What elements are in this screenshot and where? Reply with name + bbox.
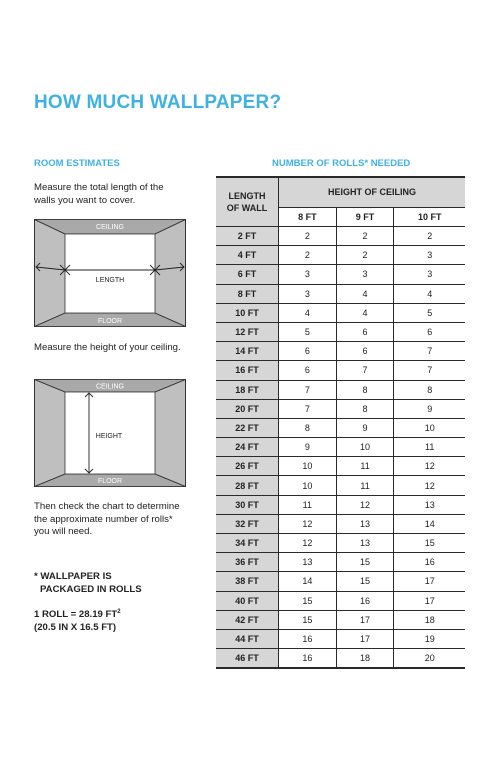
- rolls-value-cell: 18: [394, 610, 465, 629]
- check-chart-text: Then check the chart to determine the approximate number of rolls* you will need.: [34, 501, 180, 537]
- rolls-value-cell: 13: [279, 553, 337, 572]
- table-row: [216, 514, 465, 533]
- rolls-value-cell: 9: [394, 399, 465, 418]
- rolls-value-cell: 15: [336, 553, 394, 572]
- floor-label: FLOOR: [97, 318, 123, 325]
- rolls-value-cell: 4: [336, 284, 394, 303]
- rolls-value-cell: 10: [336, 438, 394, 457]
- row-length-cell: 42 FT: [216, 610, 279, 629]
- rolls-value-cell: 14: [394, 514, 465, 533]
- rolls-value-cell: 16: [336, 591, 394, 610]
- rolls-value-cell: 12: [336, 495, 394, 514]
- rolls-value-cell: 7: [279, 399, 337, 418]
- row-length-cell: 16 FT: [216, 361, 279, 380]
- row-length-cell: 10 FT: [216, 303, 279, 322]
- room-length-diagram: [34, 219, 186, 327]
- rolls-value-cell: 4: [394, 284, 465, 303]
- rolls-value-cell: 6: [336, 322, 394, 341]
- rolls-value-cell: 11: [394, 438, 465, 457]
- page-title: HOW MUCH WALLPAPER?: [34, 92, 282, 113]
- rolls-value-cell: 10: [279, 457, 337, 476]
- rolls-value-cell: 6: [279, 361, 337, 380]
- rolls-value-cell: 5: [394, 303, 465, 322]
- rolls-value-cell: 6: [336, 342, 394, 361]
- table-row: [216, 610, 465, 629]
- table-row: [216, 553, 465, 572]
- table-row: [216, 265, 465, 284]
- table-row: [216, 629, 465, 648]
- table-row: [216, 399, 465, 418]
- rolls-value-cell: 3: [394, 246, 465, 265]
- rolls-value-cell: 16: [279, 649, 337, 669]
- rolls-value-cell: 13: [336, 514, 394, 533]
- rolls-value-cell: 12: [394, 457, 465, 476]
- rolls-value-cell: 12: [279, 514, 337, 533]
- measure-height-text: Measure the height of your ceiling.: [34, 342, 181, 353]
- rolls-value-cell: 11: [279, 495, 337, 514]
- rolls-value-cell: 3: [394, 265, 465, 284]
- roll-area-text: 1 ROLL = 28.19 FT: [34, 609, 118, 621]
- length-header-line2: OF WALL: [226, 203, 268, 213]
- table-row: [216, 284, 465, 303]
- ceiling-label: CEILING: [95, 224, 125, 231]
- row-length-cell: 34 FT: [216, 534, 279, 553]
- row-length-cell: 26 FT: [216, 457, 279, 476]
- rolls-value-cell: 17: [394, 591, 465, 610]
- rolls-value-cell: 10: [279, 476, 337, 495]
- row-length-cell: 20 FT: [216, 399, 279, 418]
- rolls-value-cell: 7: [336, 361, 394, 380]
- table-row: [216, 246, 465, 265]
- back-wall: [65, 234, 155, 313]
- table-row: [216, 457, 465, 476]
- row-length-cell: 14 FT: [216, 342, 279, 361]
- row-length-cell: 24 FT: [216, 438, 279, 457]
- row-length-cell: 4 FT: [216, 246, 279, 265]
- rolls-value-cell: 15: [279, 591, 337, 610]
- rolls-value-cell: 17: [336, 610, 394, 629]
- table-row: [216, 495, 465, 514]
- rolls-value-cell: 2: [336, 246, 394, 265]
- row-length-cell: 28 FT: [216, 476, 279, 495]
- row-length-cell: 12 FT: [216, 322, 279, 341]
- room-height-diagram: [34, 379, 186, 487]
- rolls-value-cell: 5: [279, 322, 337, 341]
- rolls-value-cell: 3: [336, 265, 394, 284]
- floor-label: FLOOR: [97, 478, 123, 485]
- column-header: 9 FT: [336, 207, 394, 226]
- row-length-cell: 18 FT: [216, 380, 279, 399]
- rolls-value-cell: 20: [394, 649, 465, 669]
- table-row: [216, 572, 465, 591]
- roll-size-note: [34, 606, 121, 634]
- table-row: [216, 227, 465, 246]
- rolls-value-cell: 2: [279, 246, 337, 265]
- table-row: [216, 649, 465, 669]
- column-header: 10 FT: [394, 207, 465, 226]
- rolls-value-cell: 13: [394, 495, 465, 514]
- row-length-cell: 40 FT: [216, 591, 279, 610]
- row-length-cell: 30 FT: [216, 495, 279, 514]
- length-label: LENGTH: [95, 277, 125, 284]
- table-row: [216, 418, 465, 437]
- packaged-note-line1: * WALLPAPER IS: [34, 571, 112, 582]
- row-length-cell: 22 FT: [216, 418, 279, 437]
- row-length-cell: 46 FT: [216, 649, 279, 669]
- rolls-value-cell: 15: [394, 534, 465, 553]
- rolls-value-cell: 4: [279, 303, 337, 322]
- rolls-value-cell: 15: [279, 610, 337, 629]
- rolls-value-cell: 11: [336, 476, 394, 495]
- rolls-value-cell: 15: [336, 572, 394, 591]
- height-label: HEIGHT: [95, 433, 123, 440]
- rolls-value-cell: 8: [336, 399, 394, 418]
- rolls-value-cell: 7: [279, 380, 337, 399]
- length-of-wall-header: [216, 177, 279, 227]
- rolls-value-cell: 2: [336, 227, 394, 246]
- rolls-value-cell: 14: [279, 572, 337, 591]
- table-row: [216, 322, 465, 341]
- rolls-value-cell: 6: [394, 322, 465, 341]
- rolls-value-cell: 9: [279, 438, 337, 457]
- rolls-value-cell: 17: [336, 629, 394, 648]
- rolls-table: [216, 176, 465, 669]
- rolls-value-cell: 2: [279, 227, 337, 246]
- table-row: [216, 380, 465, 399]
- table-row: [216, 476, 465, 495]
- measure-length-text: Measure the total length of the walls you want to cover.: [34, 182, 164, 206]
- row-length-cell: 38 FT: [216, 572, 279, 591]
- roll-dimensions-text: (20.5 IN X 16.5 FT): [34, 621, 117, 633]
- packaged-note: [34, 571, 142, 596]
- rolls-value-cell: 18: [336, 649, 394, 669]
- row-length-cell: 8 FT: [216, 284, 279, 303]
- rolls-value-cell: 19: [394, 629, 465, 648]
- rolls-value-cell: 6: [279, 342, 337, 361]
- row-length-cell: 32 FT: [216, 514, 279, 533]
- length-header-line1: LENGTH: [228, 191, 266, 201]
- table-row: [216, 361, 465, 380]
- rolls-value-cell: 7: [394, 342, 465, 361]
- rolls-value-cell: 2: [394, 227, 465, 246]
- row-length-cell: 36 FT: [216, 553, 279, 572]
- table-row: [216, 534, 465, 553]
- table-row: [216, 303, 465, 322]
- table-row: [216, 342, 465, 361]
- rolls-value-cell: 8: [394, 380, 465, 399]
- rolls-value-cell: 9: [336, 418, 394, 437]
- rolls-value-cell: 16: [279, 629, 337, 648]
- rolls-value-cell: 8: [279, 418, 337, 437]
- rolls-value-cell: 17: [394, 572, 465, 591]
- row-length-cell: 6 FT: [216, 265, 279, 284]
- rolls-value-cell: 13: [336, 534, 394, 553]
- rolls-value-cell: 16: [394, 553, 465, 572]
- rolls-value-cell: 12: [394, 476, 465, 495]
- table-row: [216, 438, 465, 457]
- height-of-ceiling-header: HEIGHT OF CEILING: [279, 177, 466, 207]
- row-length-cell: 44 FT: [216, 629, 279, 648]
- rolls-value-cell: 11: [336, 457, 394, 476]
- row-length-cell: 2 FT: [216, 227, 279, 246]
- table-row: [216, 591, 465, 610]
- column-header: 8 FT: [279, 207, 337, 226]
- rolls-table-body: [216, 227, 465, 669]
- rolls-value-cell: 8: [336, 380, 394, 399]
- rolls-value-cell: 3: [279, 265, 337, 284]
- rolls-value-cell: 10: [394, 418, 465, 437]
- ceiling-label: CEILING: [95, 383, 125, 391]
- rolls-value-cell: 3: [279, 284, 337, 303]
- rolls-needed-heading: NUMBER OF ROLLS* NEEDED: [272, 158, 411, 169]
- rolls-value-cell: 7: [394, 361, 465, 380]
- roll-area-superscript: 2: [117, 609, 121, 615]
- rolls-value-cell: 12: [279, 534, 337, 553]
- rolls-value-cell: 4: [336, 303, 394, 322]
- room-estimates-heading: ROOM ESTIMATES: [34, 158, 120, 169]
- packaged-note-line2: PACKAGED IN ROLLS: [40, 583, 142, 595]
